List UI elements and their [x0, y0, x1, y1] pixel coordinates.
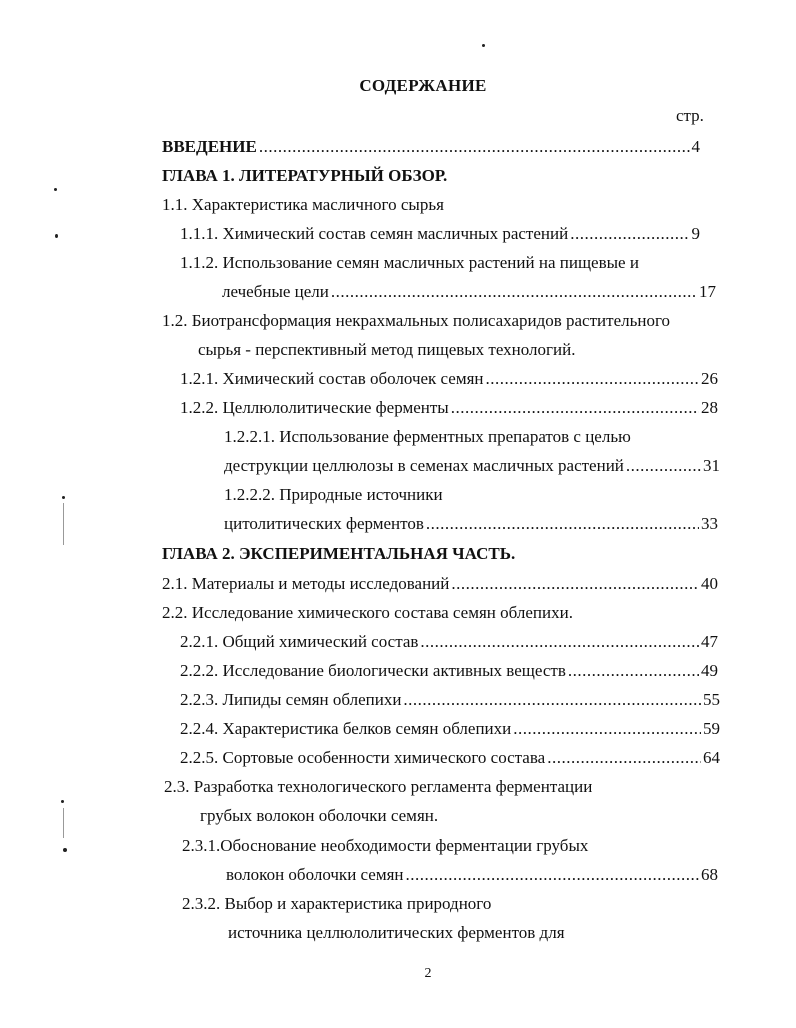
toc-entry-2-2-1[interactable] — [180, 632, 718, 652]
scan-speck — [63, 848, 67, 852]
toc-chapter-2[interactable]: ГЛАВА 2. ЭКСПЕРИМЕНТАЛЬНАЯ ЧАСТЬ. — [162, 544, 516, 563]
page-column-label: стр. — [676, 106, 704, 125]
toc-entry-page: 59 — [703, 719, 720, 738]
toc-entry-page: 68 — [701, 865, 718, 884]
toc-entry-text: 1.2.2. Целлюлолитические ферменты — [180, 398, 449, 417]
toc-entry-1-2-2-1-cont[interactable] — [224, 456, 720, 476]
toc-entry-text: 1.1.1. Химический состав семян масличных растений — [180, 224, 569, 243]
toc-section-2-3-cont: грубых волокон оболочки семян. — [200, 806, 439, 825]
scan-mark — [63, 503, 64, 545]
toc-entry-text: 2.2.5. Сортовые особенности химического состава — [180, 748, 546, 767]
dot-leader — [451, 398, 699, 418]
toc-entry-text: ВВЕДЕНИЕ — [162, 137, 257, 156]
toc-entry-page: 26 — [701, 369, 718, 388]
toc-entry-page: 28 — [701, 398, 718, 417]
toc-entry-text: деструкции целлюлозы в семенах масличных растений — [224, 456, 624, 475]
toc-entry-2-2-2[interactable] — [180, 661, 718, 681]
toc-entry-page: 64 — [703, 748, 720, 767]
dot-leader — [570, 224, 689, 244]
scan-speck — [482, 44, 485, 47]
toc-entry-1-2-2[interactable] — [180, 398, 718, 418]
toc-entry-1-2-2-2-cont[interactable] — [224, 514, 718, 534]
toc-entry-1-1-1[interactable] — [180, 224, 700, 244]
toc-section-1-2[interactable]: 1.2. Биотрансформация некрахмальных полисахаридов растительного — [162, 311, 670, 330]
toc-chapter-1[interactable]: ГЛАВА 1. ЛИТЕРАТУРНЫЙ ОБЗОР. — [162, 166, 448, 185]
dot-leader — [259, 137, 690, 157]
toc-entry-1-1-2[interactable]: 1.1.2. Использование семян масличных растений на пищевые и — [180, 253, 639, 272]
toc-entry-page: 55 — [703, 690, 720, 709]
dot-leader — [513, 719, 701, 739]
dot-leader — [568, 661, 699, 681]
toc-entry-2-3-1-cont[interactable] — [226, 865, 718, 885]
toc-entry-2-2-3[interactable] — [180, 690, 720, 710]
dot-leader — [626, 456, 701, 476]
dot-leader — [420, 632, 699, 652]
toc-entry-2-1[interactable] — [162, 574, 718, 594]
toc-entry-1-2-2-2[interactable]: 1.2.2.2. Природные источники — [224, 485, 443, 504]
toc-entry-text: 2.2.4. Характеристика белков семян облепихи — [180, 719, 512, 738]
toc-entry-1-1-2-cont[interactable] — [222, 282, 716, 302]
dot-leader — [486, 369, 699, 389]
toc-entry-1-2-1[interactable] — [180, 369, 718, 389]
scan-mark — [63, 808, 64, 838]
toc-entry-page: 17 — [699, 282, 716, 301]
toc-entry-page: 4 — [691, 137, 700, 156]
dot-leader — [451, 574, 699, 594]
toc-section-2-3[interactable]: 2.3. Разработка технологического регламента ферментации — [164, 777, 593, 796]
toc-entry-text: лечебные цели — [222, 282, 329, 301]
toc-entry-text: 2.2.3. Липиды семян облепихи — [180, 690, 402, 709]
toc-section-1-2-cont: сырья - перспективный метод пищевых технологий. — [198, 340, 576, 359]
scan-speck — [54, 188, 57, 191]
toc-entry-text: 1.2.1. Химический состав оболочек семян — [180, 369, 484, 388]
toc-entry-2-3-2-cont: источника целлюлолитических ферментов для — [228, 923, 565, 942]
toc-entry-page: 47 — [701, 632, 718, 651]
dot-leader — [406, 865, 699, 885]
scan-speck — [62, 496, 65, 499]
toc-entry-page: 33 — [701, 514, 718, 533]
dot-leader — [403, 690, 701, 710]
page-number: 2 — [424, 966, 432, 981]
toc-entry-1-2-2-1[interactable]: 1.2.2.1. Использование ферментных препаратов с целью — [224, 427, 631, 446]
toc-entry-text: 2.2.2. Исследование биологически активных веществ — [180, 661, 566, 680]
dot-leader — [426, 514, 699, 534]
toc-entry-text: волокон оболочки семян — [226, 865, 404, 884]
toc-entry-page: 31 — [703, 456, 720, 475]
toc-entry-2-2-5[interactable] — [180, 748, 720, 768]
dot-leader — [331, 282, 697, 302]
toc-entry-2-2-4[interactable] — [180, 719, 720, 739]
toc-entry-introduction[interactable] — [162, 137, 700, 157]
toc-section-2-2[interactable]: 2.2. Исследование химического состава семян облепихи. — [162, 603, 573, 622]
toc-section-1-1[interactable]: 1.1. Характеристика масличного сырья — [162, 195, 444, 214]
dot-leader — [547, 748, 701, 768]
scan-speck — [55, 234, 58, 238]
scan-speck — [61, 800, 64, 803]
toc-entry-text: 2.2.1. Общий химический состав — [180, 632, 419, 651]
toc-entry-text: 2.1. Материалы и методы исследований — [162, 574, 450, 593]
toc-entry-2-3-1[interactable]: 2.3.1.Обоснование необходимости ферментации грубых — [182, 836, 589, 855]
toc-entry-page: 49 — [701, 661, 718, 680]
page-title: СОДЕРЖАНИЕ — [359, 76, 487, 95]
toc-entry-page: 40 — [701, 574, 718, 593]
toc-entry-2-3-2[interactable]: 2.3.2. Выбор и характеристика природного — [182, 894, 492, 913]
toc-entry-page: 9 — [691, 224, 700, 243]
toc-entry-text: цитолитических ферментов — [224, 514, 424, 533]
